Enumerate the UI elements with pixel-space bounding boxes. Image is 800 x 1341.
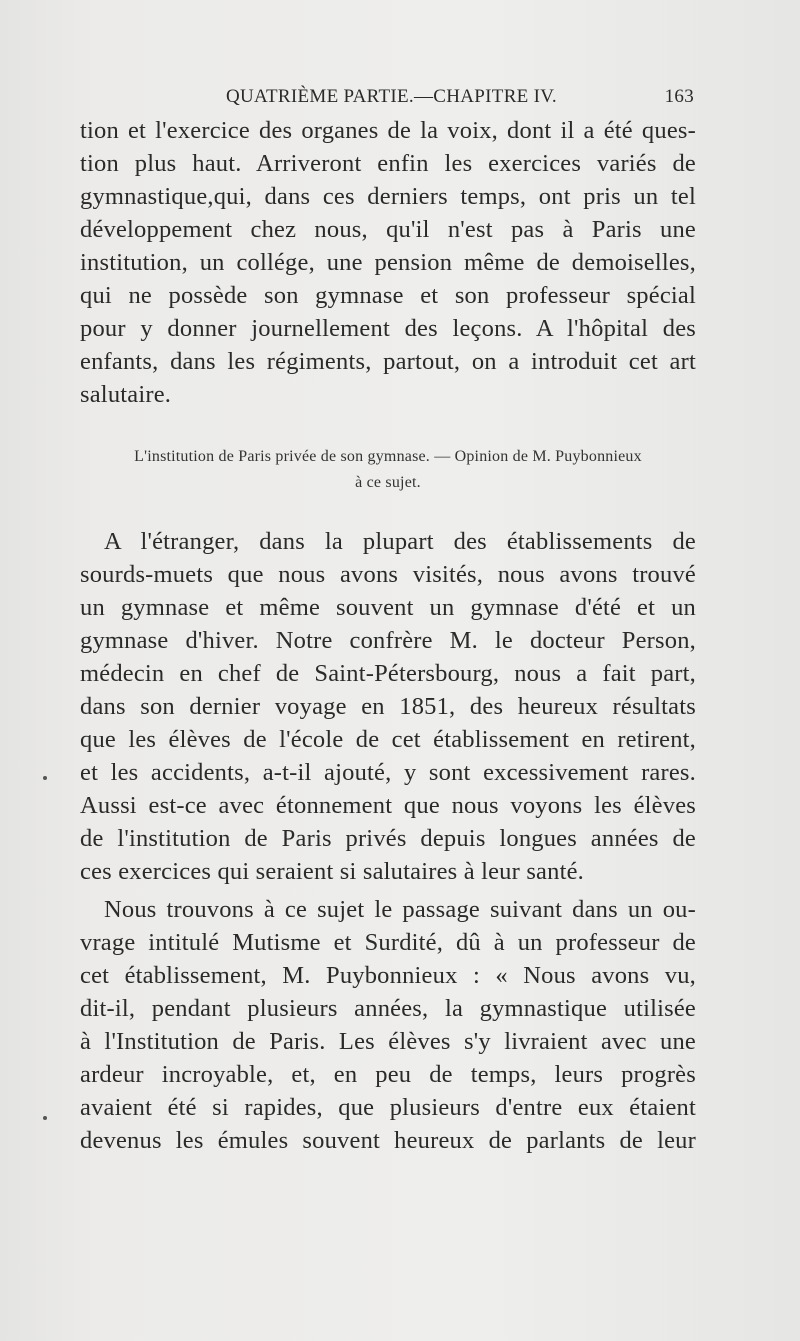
- margin-speck: [43, 776, 47, 780]
- text-line: salutaire.: [80, 381, 172, 408]
- text-line: devenus les émules souvent heureux de parlants de leur: [80, 1127, 696, 1154]
- margin-speck: [43, 1116, 47, 1120]
- page-header: [226, 86, 694, 116]
- text-line: à l'Institution de Paris. Les élèves s'y livraient avec une: [80, 1028, 696, 1055]
- text-line: dit-il, pendant plusieurs années, la gymnastique utilisée: [80, 995, 696, 1022]
- text-line: gymnastique,qui, dans ces derniers temps, ont pris un tel: [80, 183, 696, 210]
- text-line: ces exercices qui seraient si salutaires à leur santé.: [80, 858, 584, 885]
- heading-line: L'institution de Paris privée de son gymnase. — Opinion de M. Puybonnieux: [134, 448, 642, 465]
- text-line: Aussi est-ce avec étonnement que nous voyons les élèves: [80, 792, 696, 819]
- paragraph-quotation: [80, 893, 696, 1157]
- text-line: ardeur incroyable, et, en peu de temps, leurs progrès: [80, 1061, 696, 1088]
- text-line: A l'étranger, dans la plupart des établissements de: [104, 528, 696, 555]
- text-line: avaient été si rapides, que plusieurs d'entre eux étaient: [80, 1094, 696, 1121]
- text-line: Nous trouvons à ce sujet le passage suivant dans un ou-: [104, 896, 696, 923]
- text-line: médecin en chef de Saint-Pétersbourg, nous a fait part,: [80, 660, 696, 687]
- text-line: gymnase d'hiver. Notre confrère M. le docteur Person,: [80, 627, 696, 654]
- text-line: tion et l'exercice des organes de la voix, dont il a été ques-: [80, 117, 696, 144]
- text-line: de l'institution de Paris privés depuis longues années de: [80, 825, 696, 852]
- text-line: pour y donner journellement des leçons. A l'hôpital des: [80, 315, 696, 342]
- text-line: que les élèves de l'école de cet établissement en retirent,: [80, 726, 696, 753]
- running-title: QUATRIÈME PARTIE.—CHAPITRE IV.: [226, 86, 557, 107]
- text-line: un gymnase et même souvent un gymnase d'été et un: [80, 594, 696, 621]
- text-line: dans son dernier voyage en 1851, des heureux résultats: [80, 693, 696, 720]
- text-line: qui ne possède son gymnase et son professeur spécial: [80, 282, 696, 309]
- text-line: tion plus haut. Arriveront enfin les exercices variés de: [80, 150, 696, 177]
- text-line: développement chez nous, qu'il n'est pas à Paris une: [80, 216, 696, 243]
- text-line: vrage intitulé Mutisme et Surdité, dû à un professeur de: [80, 929, 696, 956]
- text-line: enfants, dans les régiments, partout, on a introduit cet art: [80, 348, 696, 375]
- paragraph-continuation: [80, 114, 696, 411]
- paragraph-abroad: [80, 525, 696, 888]
- text-line: et les accidents, a-t-il ajouté, y sont excessivement rares.: [80, 759, 696, 786]
- text-line: sourds-muets que nous avons visités, nous avons trouvé: [80, 561, 696, 588]
- text-line: cet établissement, M. Puybonnieux : « Nous avons vu,: [80, 962, 696, 989]
- text-line: institution, un collége, une pension même de demoiselles,: [80, 249, 696, 276]
- heading-line: à ce sujet.: [355, 474, 421, 491]
- section-heading: [80, 444, 696, 496]
- page-number: 163: [664, 86, 694, 107]
